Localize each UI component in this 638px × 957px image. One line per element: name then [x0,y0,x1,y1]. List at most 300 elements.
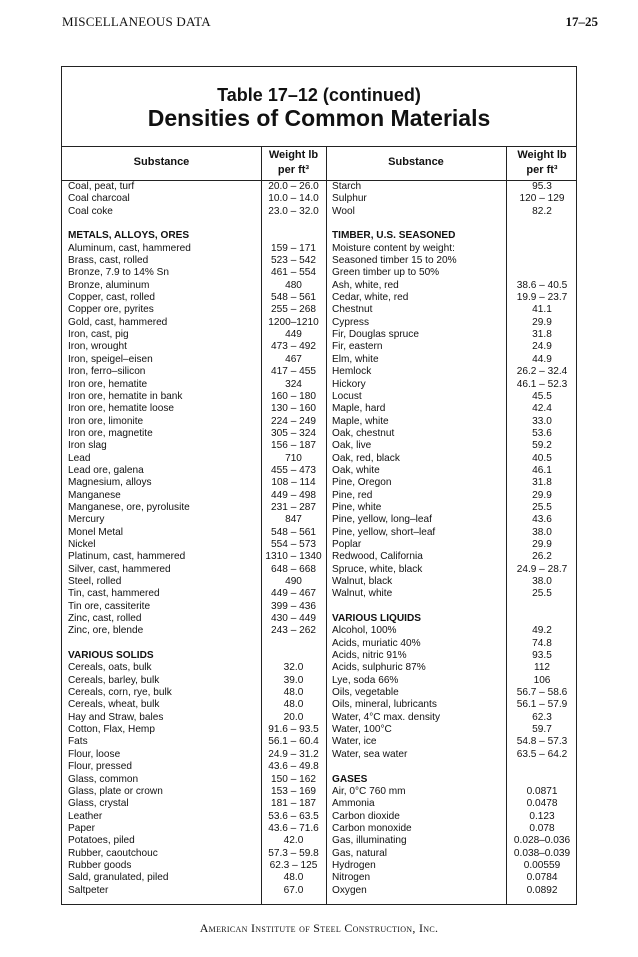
weight-cell: 455 – 473 [271,464,316,476]
table-row [326,724,578,736]
substance-cell: Iron ore, hematite [68,378,148,390]
weight-cell: 29.9 [532,538,552,550]
substance-cell: Water, 100°C [332,724,392,736]
weight-cell: 46.1 [532,464,552,476]
table-row [62,416,326,428]
weight-cell: 710 [285,452,302,464]
substance-cell: Nickel [68,538,96,550]
substance-cell: Steel, rolled [68,576,122,587]
table-row [62,872,326,884]
table-row [326,638,578,650]
table-row [326,823,578,835]
weight-cell: 40.5 [532,452,552,464]
substance-cell: Fats [68,736,88,748]
substance-cell: Cypress [332,316,370,328]
table-row [62,687,326,699]
table-row [62,675,326,687]
substance-cell: Zinc, ore, blende [68,625,144,637]
table-row [326,465,578,477]
table-row [62,724,326,736]
table-row [62,860,326,872]
substance-cell [326,761,506,773]
substance-cell: Sald, granulated, piled [68,872,169,884]
table-row [326,601,578,613]
substance-cell: GASES [332,773,368,785]
table-row [62,613,326,625]
substance-cell: Iron slag [68,440,107,452]
weight-cell: 150 – 162 [271,773,316,785]
substance-cell: Mercury [68,514,105,526]
weight-cell [261,218,326,230]
weight-cell: 43.6 – 71.6 [268,822,319,834]
weight-cell: 24.9 – 31.2 [268,748,319,760]
substance-cell: Paper [68,822,95,834]
weight-cell: 63.5 – 64.2 [516,748,568,760]
running-head [40,14,598,34]
table-row [62,490,326,502]
table-row [326,502,578,514]
table-row [62,564,326,576]
table-frame [61,66,577,905]
table-row [326,675,578,687]
table-row [62,736,326,748]
table-number: Table 17–12 (continued) [217,85,421,105]
substance-cell: Water, 4°C max. density [332,711,440,723]
substance-cell: Bronze, aluminum [68,279,150,291]
table-title [62,67,576,146]
substance-cell: Iron ore, hematite in bank [68,390,183,402]
weight-cell: 25.5 [532,501,552,513]
weight-cell: 108 – 114 [271,477,316,489]
table-row [62,823,326,835]
weight-cell: 93.5 [532,650,552,662]
weight-cell: 48.0 [283,872,304,884]
substance-cell: Walnut, white [332,588,393,600]
weight-cell: 548 – 561 [271,526,316,538]
left-column [62,181,326,897]
weight-cell: 1200–1210 [268,316,319,328]
substance-cell: VARIOUS SOLIDS [68,650,154,662]
table-row [62,403,326,415]
weight-cell: 0.078 [529,822,555,834]
weight-cell: 106 [533,674,551,686]
weight-cell: 29.9 [532,489,552,501]
substance-cell: Lye, soda 66% [332,674,399,686]
weight-cell: 31.8 [532,329,552,341]
weight-cell: 120 – 129 [519,193,565,205]
substance-cell: Copper, cast, rolled [68,292,155,304]
substance-cell [326,218,506,230]
weight-cell: 461 – 554 [271,267,316,279]
weight-cell: 0.038–0.039 [513,847,571,859]
table-row [326,317,578,329]
substance-cell: Lead ore, galena [68,464,144,476]
weight-cell: 430 – 449 [271,613,316,625]
table-row [326,699,578,711]
weight-cell [506,255,578,267]
substance-cell: Hemlock [332,366,372,378]
substance-cell: Sulphur [332,193,367,205]
table-row [62,848,326,860]
weight-cell [506,613,578,625]
weight-cell: 449 [285,329,302,341]
substance-cell: Gas, natural [332,847,387,859]
weight-cell: 0.0892 [526,884,558,896]
table-row [326,527,578,539]
weight-cell: 0.0784 [526,872,558,884]
weight-cell: 42.0 [283,835,304,847]
table-row [62,699,326,711]
table-name: Densities of Common Materials [147,105,491,131]
running-head-section: MISCELLANEOUS DATA [62,14,211,29]
table-row [326,872,578,884]
table-row [326,280,578,292]
substance-cell: Pine, white [332,501,382,513]
substance-cell: Magnesium, alloys [68,477,152,489]
substance-cell: Poplar [332,538,362,550]
substance-cell: Rubber goods [68,859,132,871]
substance-cell: Coal coke [68,205,113,217]
weight-cell: 548 – 561 [271,292,316,304]
weight-cell: 324 [285,378,302,390]
weight-cell: 0.0871 [526,785,558,797]
weight-cell: 62.3 [532,711,552,723]
weight-cell: 847 [285,514,302,526]
table-row [326,218,578,230]
weight-cell: 449 – 498 [271,489,316,501]
weight-cell: 59.2 [532,440,552,452]
substance-cell: Hay and Straw, bales [68,711,164,723]
weight-cell: 0.00559 [523,859,561,871]
table-row [62,465,326,477]
weight-cell: 490 [285,576,302,587]
weight-cell: 82.2 [532,205,552,217]
header-weight-left: Weight lb per ft³ [268,149,319,176]
substance-cell: Pine, yellow, long–leaf [332,514,432,526]
table-row [326,341,578,353]
weight-cell: 26.2 – 32.4 [516,366,568,378]
table-row [62,885,326,897]
substance-cell: Iron, cast, pig [68,329,129,341]
weight-cell: 25.5 [532,588,552,600]
substance-cell: Zinc, cast, rolled [68,613,142,625]
table-row [326,798,578,810]
substance-cell: Oak, white [332,464,380,476]
substance-cell: Monel Metal [68,526,123,538]
weight-cell: 67.0 [283,884,304,896]
substance-cell: Coal charcoal [68,193,130,205]
table-row [326,588,578,600]
table-row [326,366,578,378]
substance-cell: TIMBER, U.S. SEASONED [332,230,456,242]
substance-cell: Fir, eastern [332,341,383,353]
weight-cell [261,650,326,662]
substance-cell: Rubber, caoutchouc [68,847,158,859]
weight-cell [506,243,578,255]
substance-cell: Carbon dioxide [332,810,400,822]
section-heading [326,774,578,786]
substance-cell: Oils, vegetable [332,687,399,699]
table-row [326,712,578,724]
table-row [326,650,578,662]
weight-cell: 56.1 – 60.4 [268,736,319,748]
substance-cell: Pine, Oregon [332,477,392,489]
substance-cell: Ammonia [332,798,375,810]
table-row [326,860,578,872]
table-row [326,354,578,366]
weight-cell: 0.028–0.036 [513,835,571,847]
weight-cell: 29.9 [532,316,552,328]
weight-cell: 56.1 – 57.9 [516,699,568,711]
substance-cell: Iron, wrought [68,341,127,353]
header-substance-right: Substance [388,156,444,168]
table-row [326,416,578,428]
right-column [326,181,578,897]
table-row [326,625,578,637]
table-row [326,539,578,551]
substance-cell: Iron, speigel–eisen [68,353,153,365]
table-row [326,329,578,341]
substance-cell: Oak, red, black [332,452,400,464]
weight-cell: 43.6 – 49.8 [268,761,319,773]
table-row [62,798,326,810]
substance-cell: Coal, peat, turf [68,181,135,192]
weight-cell: 399 – 436 [271,600,316,612]
weight-cell: 38.0 [532,526,552,538]
substance-cell: Cereals, barley, bulk [68,674,160,686]
weight-cell: 0.0478 [526,798,558,810]
weight-cell: 46.1 – 52.3 [516,378,568,390]
weight-cell: 473 – 492 [271,341,316,353]
substance-cell: Copper ore, pyrites [68,304,154,316]
table-row [62,267,326,279]
substance-cell: Cedar, white, red [332,292,409,304]
weight-cell: 48.0 [283,687,304,699]
table-row [326,206,578,218]
table-row [326,391,578,403]
table-row [62,588,326,600]
substance-cell: Seasoned timber 15 to 20% [332,255,457,267]
substance-cell: Locust [332,390,362,402]
table-row [62,193,326,205]
weight-cell: 112 [533,662,551,674]
substance-cell: Glass, common [68,773,139,785]
table-row [326,255,578,267]
substance-cell: Maple, hard [332,403,386,415]
weight-cell [506,601,578,613]
weight-cell [261,638,326,650]
table-row [326,551,578,563]
substance-cell: Leather [68,810,103,822]
weight-cell: 32.0 [283,662,304,674]
table-row [62,440,326,452]
table-row [62,712,326,724]
weight-cell: 20.0 – 26.0 [268,181,319,192]
table-row [326,440,578,452]
substance-cell: Spruce, white, black [332,563,423,575]
substance-cell [62,638,261,650]
table-row [62,354,326,366]
weight-cell [506,774,578,786]
table-row [62,218,326,230]
weight-cell: 449 – 467 [271,588,316,600]
table-row [62,206,326,218]
substance-cell: Acids, sulphuric 87% [332,662,426,674]
weight-cell: 181 – 187 [271,798,316,810]
weight-cell: 417 – 455 [271,366,316,378]
weight-cell: 24.9 – 28.7 [516,563,568,575]
table-row [326,428,578,440]
weight-cell: 160 – 180 [271,390,316,402]
weight-cell: 20.0 [283,711,304,723]
table-row [326,662,578,674]
table-row [62,181,326,193]
substance-cell: Aluminum, cast, hammered [68,242,191,254]
table-row [62,811,326,823]
substance-cell: Gas, illuminating [332,835,407,847]
substance-cell: Iron ore, limonite [68,415,144,427]
weight-cell: 56.7 – 58.6 [516,687,568,699]
table-row [62,428,326,440]
table-row [62,453,326,465]
weight-cell: 0.123 [529,810,555,822]
table-row [62,601,326,613]
table-row [62,317,326,329]
substance-cell: Cereals, wheat, bulk [68,699,160,711]
substance-cell: Cereals, oats, bulk [68,662,152,674]
weight-cell: 45.5 [532,390,552,402]
weight-cell [261,230,326,242]
substance-cell: Tin ore, cassiterite [68,600,151,612]
weight-cell: 554 – 573 [271,538,316,550]
table-row [62,477,326,489]
weight-cell: 74.8 [532,637,552,649]
table-row [326,267,578,279]
substance-cell: Manganese, ore, pyrolusite [68,501,190,513]
substance-cell: Manganese [68,489,121,501]
substance-cell: Maple, white [332,415,389,427]
substance-cell: Iron, ferro–silicon [68,366,146,378]
section-heading [62,230,326,242]
weight-cell: 95.3 [532,181,552,192]
table-row [326,761,578,773]
table-row [326,379,578,391]
table-row [62,292,326,304]
table-row [62,576,326,588]
table-row [62,774,326,786]
table-row [62,514,326,526]
table-row [326,292,578,304]
substance-cell: Hickory [332,378,366,390]
substance-cell: Redwood, California [332,551,423,563]
weight-cell: 41.1 [532,304,552,316]
section-heading [326,230,578,242]
substance-cell: Acids, nitric 91% [332,650,407,662]
table-row [326,749,578,761]
page-number: 17–25 [565,14,598,29]
substance-cell: Flour, loose [68,748,121,760]
header-substance-left: Substance [133,156,190,168]
substance-cell: Tin, cast, hammered [68,588,160,600]
table-row [326,453,578,465]
table-row [326,243,578,255]
substance-cell: Iron ore, magnetite [68,427,153,439]
table-row [62,749,326,761]
substance-cell: Air, 0°C 760 mm [332,785,406,797]
weight-cell: 38.6 – 40.5 [516,279,568,291]
table-row [326,564,578,576]
table-row [326,576,578,588]
table-row [326,736,578,748]
substance-cell [62,218,261,230]
weight-cell: 38.0 [532,576,552,587]
table-row [326,786,578,798]
weight-cell: 62.3 – 125 [269,859,318,871]
substance-cell: Oak, chestnut [332,427,395,439]
weight-cell: 53.6 [532,427,552,439]
table-row [326,304,578,316]
substance-cell: Alcohol, 100% [332,625,397,637]
publisher-footer: American Institute of Steel Construction, Inc. [199,921,439,935]
substance-cell: Pine, yellow, short–leaf [332,526,436,538]
header-weight-right: Weight lb per ft³ [517,149,567,176]
substance-cell: Potatoes, piled [68,835,135,847]
weight-cell: 57.3 – 59.8 [268,847,319,859]
table-row [62,638,326,650]
table-row [62,551,326,563]
substance-cell: Glass, plate or crown [68,785,163,797]
substance-cell: Oak, live [332,440,372,452]
weight-cell [506,218,578,230]
substance-cell: Starch [332,181,362,192]
substance-cell: Moisture content by weight: [332,242,455,254]
table-row [62,366,326,378]
weight-cell: 39.0 [283,674,304,686]
substance-cell: Wool [332,205,355,217]
weight-cell: 54.8 – 57.3 [516,736,568,748]
substance-cell: Carbon monoxide [332,822,412,834]
weight-cell: 243 – 262 [271,625,316,637]
substance-cell: Walnut, black [332,576,393,587]
table-row [62,255,326,267]
table-row [326,848,578,860]
table-row [62,329,326,341]
section-heading [62,650,326,662]
substance-cell: Green timber up to 50% [332,267,440,279]
weight-cell: 159 – 171 [271,242,316,254]
substance-cell: Cotton, Flax, Hemp [68,724,155,736]
table-row [62,379,326,391]
substance-cell: Pine, red [332,489,373,501]
table-row [62,280,326,292]
substance-cell: Bronze, 7.9 to 14% Sn [68,267,170,279]
table-row [62,304,326,316]
table-row [62,625,326,637]
substance-cell [326,601,506,613]
substance-cell: Chestnut [332,304,373,316]
weight-cell: 91.6 – 93.5 [268,724,319,736]
substance-cell: Hydrogen [332,859,376,871]
table-row [326,193,578,205]
weight-cell: 255 – 268 [271,304,316,316]
table-row [62,761,326,773]
table-row [62,527,326,539]
table-row [326,477,578,489]
weight-cell: 523 – 542 [271,255,316,267]
substance-cell: Nitrogen [332,872,371,884]
weight-cell: 33.0 [532,415,552,427]
weight-cell: 43.6 [532,514,552,526]
